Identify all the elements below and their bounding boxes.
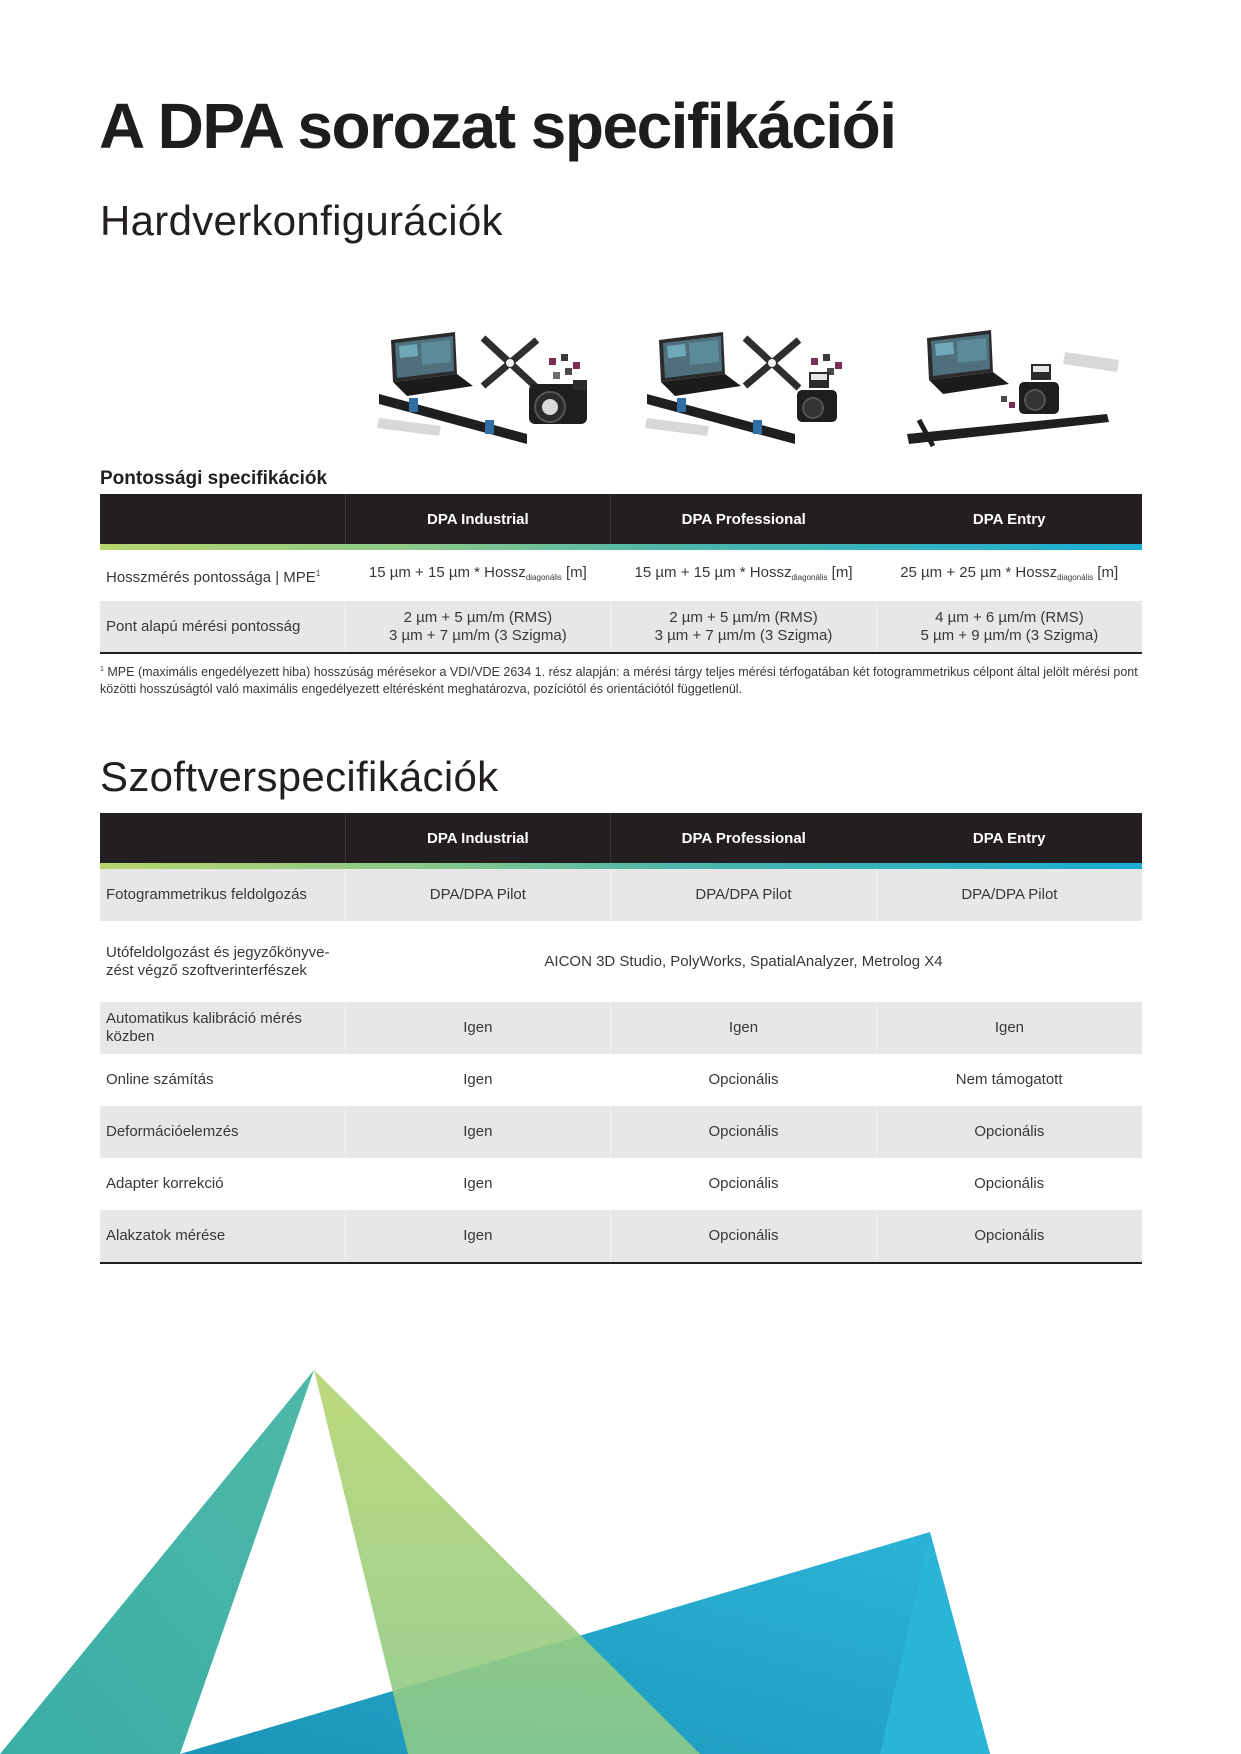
row-label: Hosszmérés pontossága | MPE$^1$ xyxy=(106,568,321,586)
teal-triangle-shape xyxy=(0,1370,314,1754)
camera-icon xyxy=(797,372,837,422)
software-section-title: Szoftverspecifikációk xyxy=(100,753,499,800)
scale-bar-icon xyxy=(907,414,1109,446)
header-empty-cell xyxy=(100,494,345,544)
camera-icon xyxy=(529,380,587,424)
table-row xyxy=(100,869,1142,921)
table-cell: Opcionális xyxy=(708,1175,779,1192)
table-row xyxy=(100,550,1142,601)
header-dpa-entry: DPA Entry xyxy=(876,813,1142,863)
header-dpa-industrial: DPA Industrial xyxy=(345,494,611,544)
header-dpa-entry: DPA Entry xyxy=(876,494,1142,544)
row-label: Alakzatok mérése xyxy=(100,1210,345,1263)
software-specs-table xyxy=(100,813,1142,1264)
target-cubes-icon xyxy=(549,354,580,379)
row-label: Pont alapú mérési pontosság xyxy=(100,601,345,653)
target-strip-icon xyxy=(377,418,441,436)
target-cubes-icon xyxy=(1001,396,1015,408)
table-header-row xyxy=(100,494,1142,544)
table-row xyxy=(100,1210,1142,1263)
table-row xyxy=(100,921,1142,1002)
dpa-professional-product-image xyxy=(645,328,875,458)
table-cell: Igen xyxy=(463,1175,493,1192)
accuracy-specs-title: Pontossági specifikációk xyxy=(100,468,328,489)
accuracy-specs-table xyxy=(100,494,1142,654)
accuracy-footnote: $^1$ MPE (maximális engedélyezett hiba) hosszúság mérésekor a VDI/VDE 2634 1. rész alapján: a mérési tárgy teljes mérési térfogatában két fotogrammetrikus célpont által jelölt mérési pont közötti hosszúságtól való maximális engedélyezett eltérésként meghatározva, pozíciótól és orientációtól függetlenül. xyxy=(100,665,1138,697)
page-title: A DPA sorozat specifikációi xyxy=(99,90,896,162)
table-cell: 4 µm + 6 µm/m (RMS) 5 µm + 9 µm/m (3 Szigma) xyxy=(876,601,1142,653)
green-triangle-shape xyxy=(314,1370,700,1754)
table-cell: Igen xyxy=(876,1002,1142,1054)
table-cell: Opcionális xyxy=(974,1175,1045,1192)
table-cell: 2 µm + 5 µm/m (RMS) 3 µm + 7 µm/m (3 Szigma) xyxy=(345,601,611,653)
row-label: Fotogrammetrikus feldolgozás xyxy=(100,869,345,921)
table-cell: Igen xyxy=(611,1002,877,1054)
table-cell: Igen xyxy=(463,1071,493,1088)
decorative-triangles xyxy=(0,1360,1241,1754)
row-label: Utófeldolgozást és jegyzőkönyve-zést végző szoftverinterfészek xyxy=(106,943,330,979)
table-cell: 15 µm + 15 µm * Hossz$_{diagonális}$ [m] xyxy=(368,564,587,582)
table-row xyxy=(100,601,1142,653)
table-cell: Igen xyxy=(345,1210,611,1263)
row-label: Deformációelemzés xyxy=(100,1106,345,1158)
target-cubes-icon xyxy=(811,354,842,375)
laptop-icon xyxy=(927,330,1009,394)
table-header-row xyxy=(100,813,1142,863)
header-dpa-industrial: DPA Industrial xyxy=(345,813,611,863)
header-dpa-professional: DPA Professional xyxy=(611,813,877,863)
table-row xyxy=(100,1054,1142,1106)
target-strip-icon xyxy=(645,418,709,436)
dpa-entry-product-image xyxy=(905,328,1135,458)
laptop-icon xyxy=(391,332,473,396)
table-cell: Opcionális xyxy=(611,1106,877,1158)
row-label: Online számítás xyxy=(106,1071,214,1088)
table-cell: Opcionális xyxy=(708,1071,779,1088)
scale-bar-icon xyxy=(379,394,527,444)
table-cell-span: AICON 3D Studio, PolyWorks, SpatialAnalyzer, Metrolog X4 xyxy=(544,952,943,970)
table-cell: Igen xyxy=(345,1106,611,1158)
table-row xyxy=(100,1158,1142,1210)
camera-icon xyxy=(1019,364,1059,414)
table-cell: DPA/DPA Pilot xyxy=(876,869,1142,921)
scale-bar-icon xyxy=(647,394,795,444)
row-label: Automatikus kalibráció mérés közben xyxy=(100,1002,345,1054)
table-cell: Igen xyxy=(345,1002,611,1054)
table-row xyxy=(100,1002,1142,1054)
header-empty-cell xyxy=(100,813,345,863)
row-label: Adapter korrekció xyxy=(106,1175,224,1192)
cross-bar-icon xyxy=(745,338,799,388)
table-cell: 15 µm + 15 µm * Hossz$_{diagonális}$ [m] xyxy=(634,564,853,582)
target-strip-icon xyxy=(1063,352,1119,372)
dpa-industrial-product-image xyxy=(377,328,607,458)
table-cell: Opcionális xyxy=(876,1106,1142,1158)
table-cell: DPA/DPA Pilot xyxy=(345,869,611,921)
table-cell: 2 µm + 5 µm/m (RMS) 3 µm + 7 µm/m (3 Szigma) xyxy=(611,601,877,653)
cross-bar-icon xyxy=(483,338,537,388)
header-dpa-professional: DPA Professional xyxy=(611,494,877,544)
table-row xyxy=(100,1106,1142,1158)
hardware-section-title: Hardverkonfigurációk xyxy=(100,197,503,244)
table-cell: 25 µm + 25 µm * Hossz$_{diagonális}$ [m] xyxy=(900,564,1119,582)
table-cell: Opcionális xyxy=(611,1210,877,1263)
table-cell: Nem támogatott xyxy=(955,1071,1063,1088)
table-cell: Opcionális xyxy=(876,1210,1142,1263)
table-cell: DPA/DPA Pilot xyxy=(611,869,877,921)
laptop-icon xyxy=(659,332,741,396)
